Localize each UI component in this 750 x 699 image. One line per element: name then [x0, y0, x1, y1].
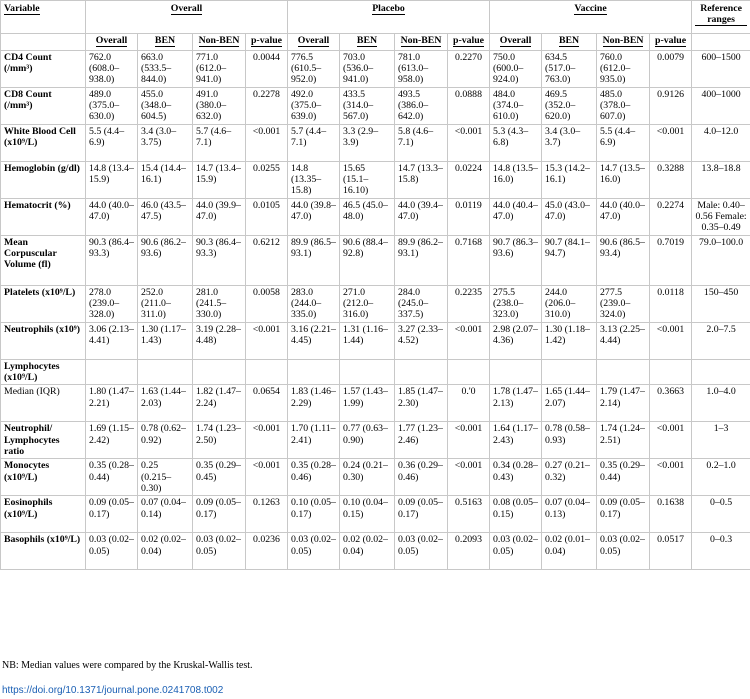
value-cell: 771.0 (612.0–941.0) [193, 51, 246, 88]
value-cell: 663.0 (533.5–844.0) [138, 51, 193, 88]
value-cell: 0.78 (0.62–0.92) [138, 422, 193, 459]
reference-range-cell: 13.8–18.8 [692, 162, 750, 199]
value-cell: 781.0 (613.0–958.0) [395, 51, 448, 88]
subheader-blank [1, 34, 86, 51]
p-value-cell: 0.0119 [448, 199, 490, 236]
value-cell: 1.63 (1.44–2.03) [138, 385, 193, 422]
value-cell: 46.5 (45.0–48.0) [340, 199, 395, 236]
header-reference: Reference ranges [692, 1, 750, 34]
table-row [1, 236, 750, 286]
value-cell: 0.09 (0.05–0.17) [597, 496, 650, 533]
value-cell: 0.10 (0.04–0.15) [340, 496, 395, 533]
p-value-cell: 0.'0 [448, 385, 490, 422]
value-cell: 0.78 (0.58–0.93) [542, 422, 597, 459]
p-value-cell: 0.0236 [246, 533, 288, 570]
value-cell: 3.19 (2.28–4.48) [193, 323, 246, 360]
value-cell [542, 360, 597, 385]
value-cell: 3.4 (3.0–3.75) [138, 125, 193, 162]
value-cell: 5.7 (4.6–7.1) [193, 125, 246, 162]
p-value-cell [650, 360, 692, 385]
value-cell: 0.07 (0.04–0.13) [542, 496, 597, 533]
table-row [1, 286, 750, 323]
value-cell: 776.5 (610.5–952.0) [288, 51, 340, 88]
value-cell: 5.5 (4.4–6.9) [597, 125, 650, 162]
row-variable: Median (IQR) [1, 385, 86, 422]
value-cell: 89.9 (86.5–93.1) [288, 236, 340, 286]
value-cell [597, 360, 650, 385]
reference-range-cell: 1–3 [692, 422, 750, 459]
value-cell [193, 360, 246, 385]
value-cell: 484.0 (374.0–610.0) [490, 88, 542, 125]
subheader-vaccine-1: BEN [542, 34, 597, 51]
row-variable: Lymphocytes (x10⁹/L) [1, 360, 86, 385]
value-cell: 485.0 (378.0–607.0) [597, 88, 650, 125]
p-value-cell: 0.7168 [448, 236, 490, 286]
table-row [1, 459, 750, 496]
value-cell: 0.02 (0.02–0.04) [138, 533, 193, 570]
value-cell: 44.0 (39.4–47.0) [395, 199, 448, 236]
value-cell: 455.0 (348.0–604.5) [138, 88, 193, 125]
table-row [1, 496, 750, 533]
value-cell: 0.35 (0.29–0.45) [193, 459, 246, 496]
value-cell: 0.03 (0.02–0.05) [490, 533, 542, 570]
value-cell: 634.5 (517.0–763.0) [542, 51, 597, 88]
row-variable: Hemoglobin (g/dl) [1, 162, 86, 199]
value-cell: 89.9 (86.2–93.1) [395, 236, 448, 286]
subheader-vaccine-0: Overall [490, 34, 542, 51]
value-cell: 5.7 (4.4–7.1) [288, 125, 340, 162]
subheader-blank-ref [692, 34, 750, 51]
value-cell: 0.02 (0.02–0.04) [340, 533, 395, 570]
table-row [1, 360, 750, 385]
table-row [1, 533, 750, 570]
value-cell: 44.0 (40.0–47.0) [597, 199, 650, 236]
value-cell: 14.7 (13.4–15.9) [193, 162, 246, 199]
value-cell [138, 360, 193, 385]
value-cell: 491.0 (380.0–632.0) [193, 88, 246, 125]
value-cell [395, 360, 448, 385]
p-value-cell: 0.2235 [448, 286, 490, 323]
value-cell: 90.7 (86.3–93.6) [490, 236, 542, 286]
row-variable: Hematocrit (%) [1, 199, 86, 236]
value-cell: 278.0 (239.0–328.0) [86, 286, 138, 323]
value-cell: 90.3 (86.4–93.3) [86, 236, 138, 286]
value-cell [340, 360, 395, 385]
value-cell: 1.31 (1.16–1.44) [340, 323, 395, 360]
value-cell: 44.0 (39.9–47.0) [193, 199, 246, 236]
value-cell: 44.0 (39.8–47.0) [288, 199, 340, 236]
p-value-cell: 0.2278 [246, 88, 288, 125]
doi-link[interactable]: https://doi.org/10.1371/journal.pone.0241708.t002 [2, 685, 224, 696]
value-cell: 0.77 (0.63–0.90) [340, 422, 395, 459]
value-cell: 275.5 (238.0–323.0) [490, 286, 542, 323]
value-cell: 750.0 (600.0–924.0) [490, 51, 542, 88]
reference-range-cell [692, 360, 750, 385]
p-value-cell: 0.1638 [650, 496, 692, 533]
p-value-cell: <0.001 [448, 422, 490, 459]
p-value-cell [246, 360, 288, 385]
reference-range-cell: 0–0.3 [692, 533, 750, 570]
row-variable: CD4 Count (/mm³) [1, 51, 86, 88]
value-cell: 90.3 (86.4–93.3) [193, 236, 246, 286]
value-cell [86, 360, 138, 385]
subheader-overall-1: BEN [138, 34, 193, 51]
value-cell: 0.08 (0.05–0.15) [490, 496, 542, 533]
reference-range-cell: Male: 0.40–0.56 Female: 0.35–0.49 [692, 199, 750, 236]
p-value-cell: 0.0044 [246, 51, 288, 88]
value-cell: 0.09 (0.05–0.17) [86, 496, 138, 533]
value-cell: 15.4 (14.4–16.1) [138, 162, 193, 199]
value-cell: 14.8 (13.5–16.0) [490, 162, 542, 199]
value-cell: 762.0 (608.0–938.0) [86, 51, 138, 88]
reference-range-cell: 0.2–1.0 [692, 459, 750, 496]
value-cell: 433.5 (314.0–567.0) [340, 88, 395, 125]
p-value-cell: 0.0255 [246, 162, 288, 199]
table-row [1, 385, 750, 422]
p-value-cell: 0.1263 [246, 496, 288, 533]
subheader-placebo-2: Non-BEN [395, 34, 448, 51]
table-row [1, 88, 750, 125]
value-cell: 277.5 (239.0–324.0) [597, 286, 650, 323]
p-value-cell: <0.001 [448, 125, 490, 162]
value-cell: 0.35 (0.28–0.46) [288, 459, 340, 496]
table-row [1, 51, 750, 88]
value-cell: 15.3 (14.2–16.1) [542, 162, 597, 199]
value-cell: 281.0 (241.5–330.0) [193, 286, 246, 323]
value-cell: 14.8 (13.35–15.8) [288, 162, 340, 199]
table-body [1, 51, 750, 570]
row-variable: Platelets (x10⁹/L) [1, 286, 86, 323]
value-cell: 1.82 (1.47–2.24) [193, 385, 246, 422]
value-cell: 283.0 (244.0–335.0) [288, 286, 340, 323]
p-value-cell: <0.001 [650, 422, 692, 459]
value-cell: 45.0 (43.0–47.0) [542, 199, 597, 236]
value-cell: 2.98 (2.07–4.36) [490, 323, 542, 360]
value-cell: 0.25 (0.215–0.30) [138, 459, 193, 496]
value-cell: 90.6 (86.2–93.6) [138, 236, 193, 286]
row-variable: White Blood Cell (x10⁹/L) [1, 125, 86, 162]
value-cell: 46.0 (43.5–47.5) [138, 199, 193, 236]
reference-range-cell: 600–1500 [692, 51, 750, 88]
p-value-cell: <0.001 [246, 422, 288, 459]
subheader-placebo-1: BEN [340, 34, 395, 51]
header-variable: Variable [1, 1, 86, 34]
value-cell: 284.0 (245.0–337.5) [395, 286, 448, 323]
value-cell: 5.5 (4.4–6.9) [86, 125, 138, 162]
header-overall: Overall [86, 1, 288, 34]
header-placebo: Placebo [288, 1, 490, 34]
p-value-cell: 0.0105 [246, 199, 288, 236]
p-value-cell: <0.001 [246, 125, 288, 162]
row-variable: CD8 Count (/mm³) [1, 88, 86, 125]
value-cell: 90.6 (86.5–93.4) [597, 236, 650, 286]
value-cell: 0.34 (0.28–0.43) [490, 459, 542, 496]
value-cell: 3.4 (3.0–3.7) [542, 125, 597, 162]
value-cell: 1.77 (1.23–2.46) [395, 422, 448, 459]
value-cell: 1.79 (1.47–2.14) [597, 385, 650, 422]
p-value-cell: 0.0118 [650, 286, 692, 323]
value-cell: 5.8 (4.6–7.1) [395, 125, 448, 162]
p-value-cell: 0.6212 [246, 236, 288, 286]
p-value-cell: 0.5163 [448, 496, 490, 533]
p-value-cell: 0.2093 [448, 533, 490, 570]
table-row [1, 199, 750, 236]
p-value-cell: 0.0654 [246, 385, 288, 422]
value-cell: 0.09 (0.05–0.17) [395, 496, 448, 533]
value-cell: 0.09 (0.05–0.17) [193, 496, 246, 533]
value-cell: 0.02 (0.01–0.04) [542, 533, 597, 570]
value-cell: 1.80 (1.47–2.21) [86, 385, 138, 422]
value-cell: 1.70 (1.11–2.41) [288, 422, 340, 459]
value-cell: 1.74 (1.23–2.50) [193, 422, 246, 459]
row-variable: Mean Corpuscular Volume (fl) [1, 236, 86, 286]
table-row [1, 323, 750, 360]
p-value-cell: <0.001 [650, 125, 692, 162]
row-variable: Neutrophils (x10⁹) [1, 323, 86, 360]
p-value-cell: 0.2270 [448, 51, 490, 88]
value-cell: 1.83 (1.46–2.29) [288, 385, 340, 422]
reference-range-cell: 400–1000 [692, 88, 750, 125]
value-cell: 1.30 (1.17–1.43) [138, 323, 193, 360]
value-cell: 0.36 (0.29–0.46) [395, 459, 448, 496]
value-cell: 0.03 (0.02–0.05) [193, 533, 246, 570]
value-cell: 14.8 (13.4–15.9) [86, 162, 138, 199]
value-cell: 0.35 (0.28–0.44) [86, 459, 138, 496]
p-value-cell: <0.001 [448, 459, 490, 496]
value-cell: 1.85 (1.47–2.30) [395, 385, 448, 422]
value-cell: 0.03 (0.02–0.05) [395, 533, 448, 570]
value-cell: 0.24 (0.21–0.30) [340, 459, 395, 496]
reference-range-cell: 4.0–12.0 [692, 125, 750, 162]
subheader-vaccine-3: p-value [650, 34, 692, 51]
value-cell: 5.3 (4.3–6.8) [490, 125, 542, 162]
row-variable: Basophils (x10⁹/L) [1, 533, 86, 570]
table-row [1, 162, 750, 199]
row-variable: Neutrophil/ Lymphocytes ratio [1, 422, 86, 459]
table-row [1, 422, 750, 459]
value-cell: 0.07 (0.04–0.14) [138, 496, 193, 533]
value-cell: 493.5 (386.0–642.0) [395, 88, 448, 125]
subheader-row [1, 34, 750, 51]
value-cell: 271.0 (212.0–316.0) [340, 286, 395, 323]
value-cell: 3.06 (2.13–4.41) [86, 323, 138, 360]
table-row [1, 125, 750, 162]
p-value-cell: 0.3663 [650, 385, 692, 422]
value-cell: 1.69 (1.15–2.42) [86, 422, 138, 459]
value-cell: 1.74 (1.24–2.51) [597, 422, 650, 459]
value-cell: 0.27 (0.21–0.32) [542, 459, 597, 496]
value-cell: 244.0 (206.0–310.0) [542, 286, 597, 323]
p-value-cell: <0.001 [448, 323, 490, 360]
reference-range-cell: 2.0–7.5 [692, 323, 750, 360]
table-note: NB: Median values were compared by the Kruskal-Wallis test. [2, 660, 253, 671]
value-cell: 3.13 (2.25–4.44) [597, 323, 650, 360]
row-variable: Monocytes (x10⁹/L) [1, 459, 86, 496]
reference-range-cell: 0–0.5 [692, 496, 750, 533]
value-cell: 760.0 (612.0–935.0) [597, 51, 650, 88]
value-cell: 3.16 (2.21–4.45) [288, 323, 340, 360]
value-cell: 90.6 (88.4–92.8) [340, 236, 395, 286]
value-cell: 3.3 (2.9–3.9) [340, 125, 395, 162]
value-cell: 1.65 (1.44–2.07) [542, 385, 597, 422]
p-value-cell: <0.001 [650, 323, 692, 360]
subheader-overall-0: Overall [86, 34, 138, 51]
value-cell: 0.35 (0.29–0.44) [597, 459, 650, 496]
reference-range-cell: 1.0–4.0 [692, 385, 750, 422]
p-value-cell: <0.001 [650, 459, 692, 496]
p-value-cell: 0.0058 [246, 286, 288, 323]
p-value-cell: 0.3288 [650, 162, 692, 199]
value-cell: 1.78 (1.47–2.13) [490, 385, 542, 422]
reference-range-cell: 79.0–100.0 [692, 236, 750, 286]
value-cell: 1.64 (1.17–2.43) [490, 422, 542, 459]
value-cell: 492.0 (375.0–639.0) [288, 88, 340, 125]
value-cell: 1.57 (1.43–1.99) [340, 385, 395, 422]
value-cell: 489.0 (375.0–630.0) [86, 88, 138, 125]
value-cell: 0.03 (0.02–0.05) [597, 533, 650, 570]
value-cell: 0.03 (0.02–0.05) [86, 533, 138, 570]
value-cell: 0.03 (0.02–0.05) [288, 533, 340, 570]
value-cell: 15.65 (15.1–16.10) [340, 162, 395, 199]
p-value-cell: 0.0888 [448, 88, 490, 125]
value-cell: 14.7 (13.3–15.8) [395, 162, 448, 199]
subheader-placebo-3: p-value [448, 34, 490, 51]
p-value-cell: 0.9126 [650, 88, 692, 125]
value-cell: 3.27 (2.33–4.52) [395, 323, 448, 360]
p-value-cell: 0.0517 [650, 533, 692, 570]
value-cell: 703.0 (536.0–941.0) [340, 51, 395, 88]
p-value-cell: <0.001 [246, 323, 288, 360]
value-cell: 90.7 (84.1–94.7) [542, 236, 597, 286]
p-value-cell: <0.001 [246, 459, 288, 496]
value-cell: 14.7 (13.5–16.0) [597, 162, 650, 199]
value-cell [288, 360, 340, 385]
p-value-cell: 0.0079 [650, 51, 692, 88]
p-value-cell [448, 360, 490, 385]
subheader-overall-2: Non-BEN [193, 34, 246, 51]
value-cell: 469.5 (352.0–620.0) [542, 88, 597, 125]
subheader-overall-3: p-value [246, 34, 288, 51]
value-cell [490, 360, 542, 385]
p-value-cell: 0.0224 [448, 162, 490, 199]
subheader-vaccine-2: Non-BEN [597, 34, 650, 51]
value-cell: 0.10 (0.05–0.17) [288, 496, 340, 533]
row-variable: Eosinophils (x10⁹/L) [1, 496, 86, 533]
header-vaccine: Vaccine [490, 1, 692, 34]
subheader-placebo-0: Overall [288, 34, 340, 51]
reference-range-cell: 150–450 [692, 286, 750, 323]
p-value-cell: 0.7019 [650, 236, 692, 286]
value-cell: 252.0 (211.0–311.0) [138, 286, 193, 323]
value-cell: 44.0 (40.4–47.0) [490, 199, 542, 236]
value-cell: 44.0 (40.0–47.0) [86, 199, 138, 236]
value-cell: 1.30 (1.18–1.42) [542, 323, 597, 360]
p-value-cell: 0.2274 [650, 199, 692, 236]
